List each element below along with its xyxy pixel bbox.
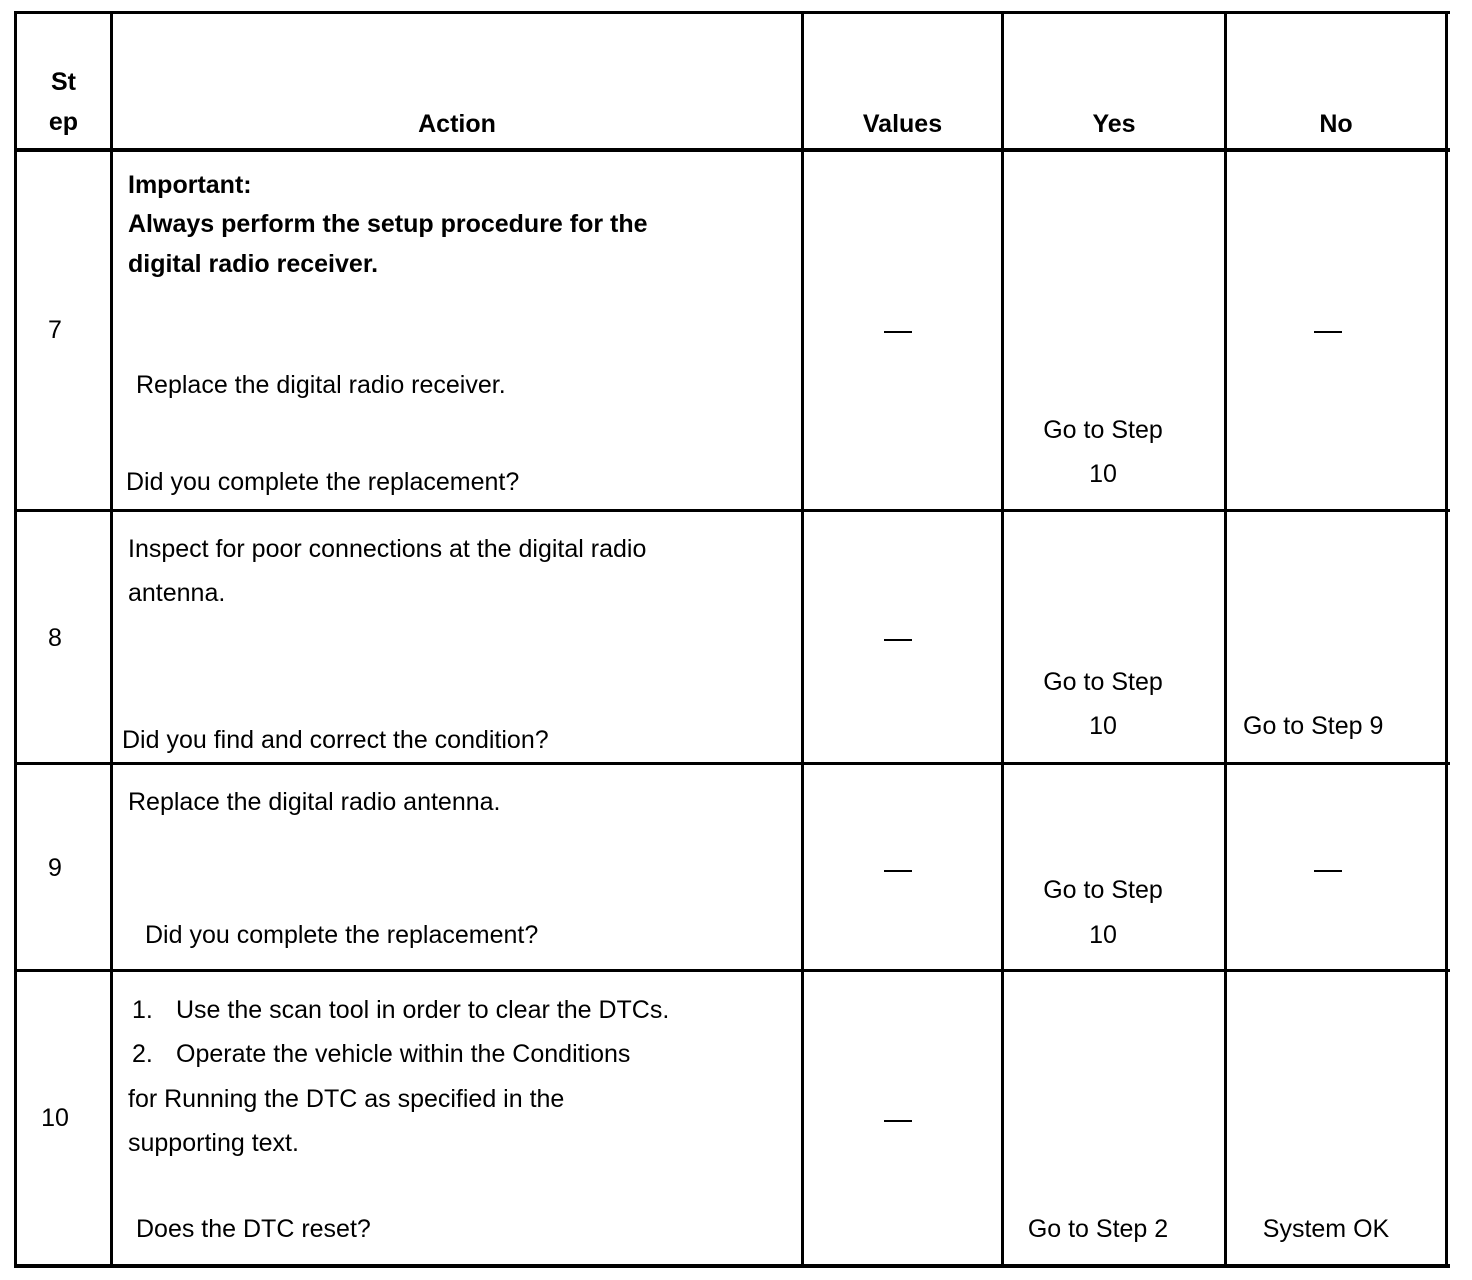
values-dash [884,870,912,872]
header-divider [14,148,1450,152]
column-divider [1001,11,1004,1268]
header-step [17,62,110,142]
column-divider [1224,11,1227,1268]
no-dash [1314,331,1342,333]
question-text: Does the DTC reset? [136,1215,371,1243]
no-text: Go to Step 9 [1243,712,1384,740]
yes-line: 10 [1089,712,1117,740]
column-divider [801,11,804,1268]
header-step-line1: St [51,68,76,96]
row-divider [14,969,1450,972]
header-step-line2: ep [48,108,79,136]
list-continuation: supporting text. [128,1129,299,1157]
header-no: No [1319,110,1353,138]
yes-line: Go to Step [1043,876,1163,904]
header-values: Values [862,110,943,138]
table-border-right [1445,11,1448,1268]
list-number: 1. [132,996,153,1024]
important-note-line: digital radio receiver. [128,250,379,278]
header-yes: Yes [1092,110,1136,138]
table-border-top [14,11,1450,14]
header-action: Action [418,110,496,138]
list-item: Use the scan tool in order to clear the DTCs. [176,996,670,1024]
important-label: Important: [128,171,252,199]
action-text: antenna. [128,579,226,607]
action-text: Replace the digital radio antenna. [128,788,501,816]
yes-line: Go to Step [1043,668,1163,696]
list-item: Operate the vehicle within the Conditions [176,1040,631,1068]
yes-line: 10 [1089,921,1117,949]
step-number: 10 [41,1104,69,1132]
yes-line: Go to Step [1043,416,1163,444]
step-number: 8 [48,624,62,652]
no-dash [1314,870,1342,872]
row-divider [14,762,1450,765]
yes-line: 10 [1089,460,1117,488]
step-number: 9 [48,854,62,882]
no-text: System OK [1262,1215,1390,1243]
question-text: Did you complete the replacement? [126,468,520,496]
list-number: 2. [132,1040,153,1068]
yes-text: Go to Step 2 [1027,1215,1169,1243]
column-divider [110,11,113,1268]
question-text: Did you complete the replacement? [145,921,539,949]
question-text: Did you find and correct the condition? [122,726,549,754]
list-continuation: for Running the DTC as specified in the [128,1085,565,1113]
values-dash [884,1120,912,1122]
action-text: Replace the digital radio receiver. [136,371,506,399]
values-dash [884,331,912,333]
step-number: 7 [48,316,62,344]
row-divider [14,509,1450,512]
action-text: Inspect for poor connections at the digital radio [128,535,647,563]
important-note-line: Always perform the setup procedure for the [128,210,648,238]
table-border-bottom [14,1264,1450,1268]
values-dash [884,639,912,641]
